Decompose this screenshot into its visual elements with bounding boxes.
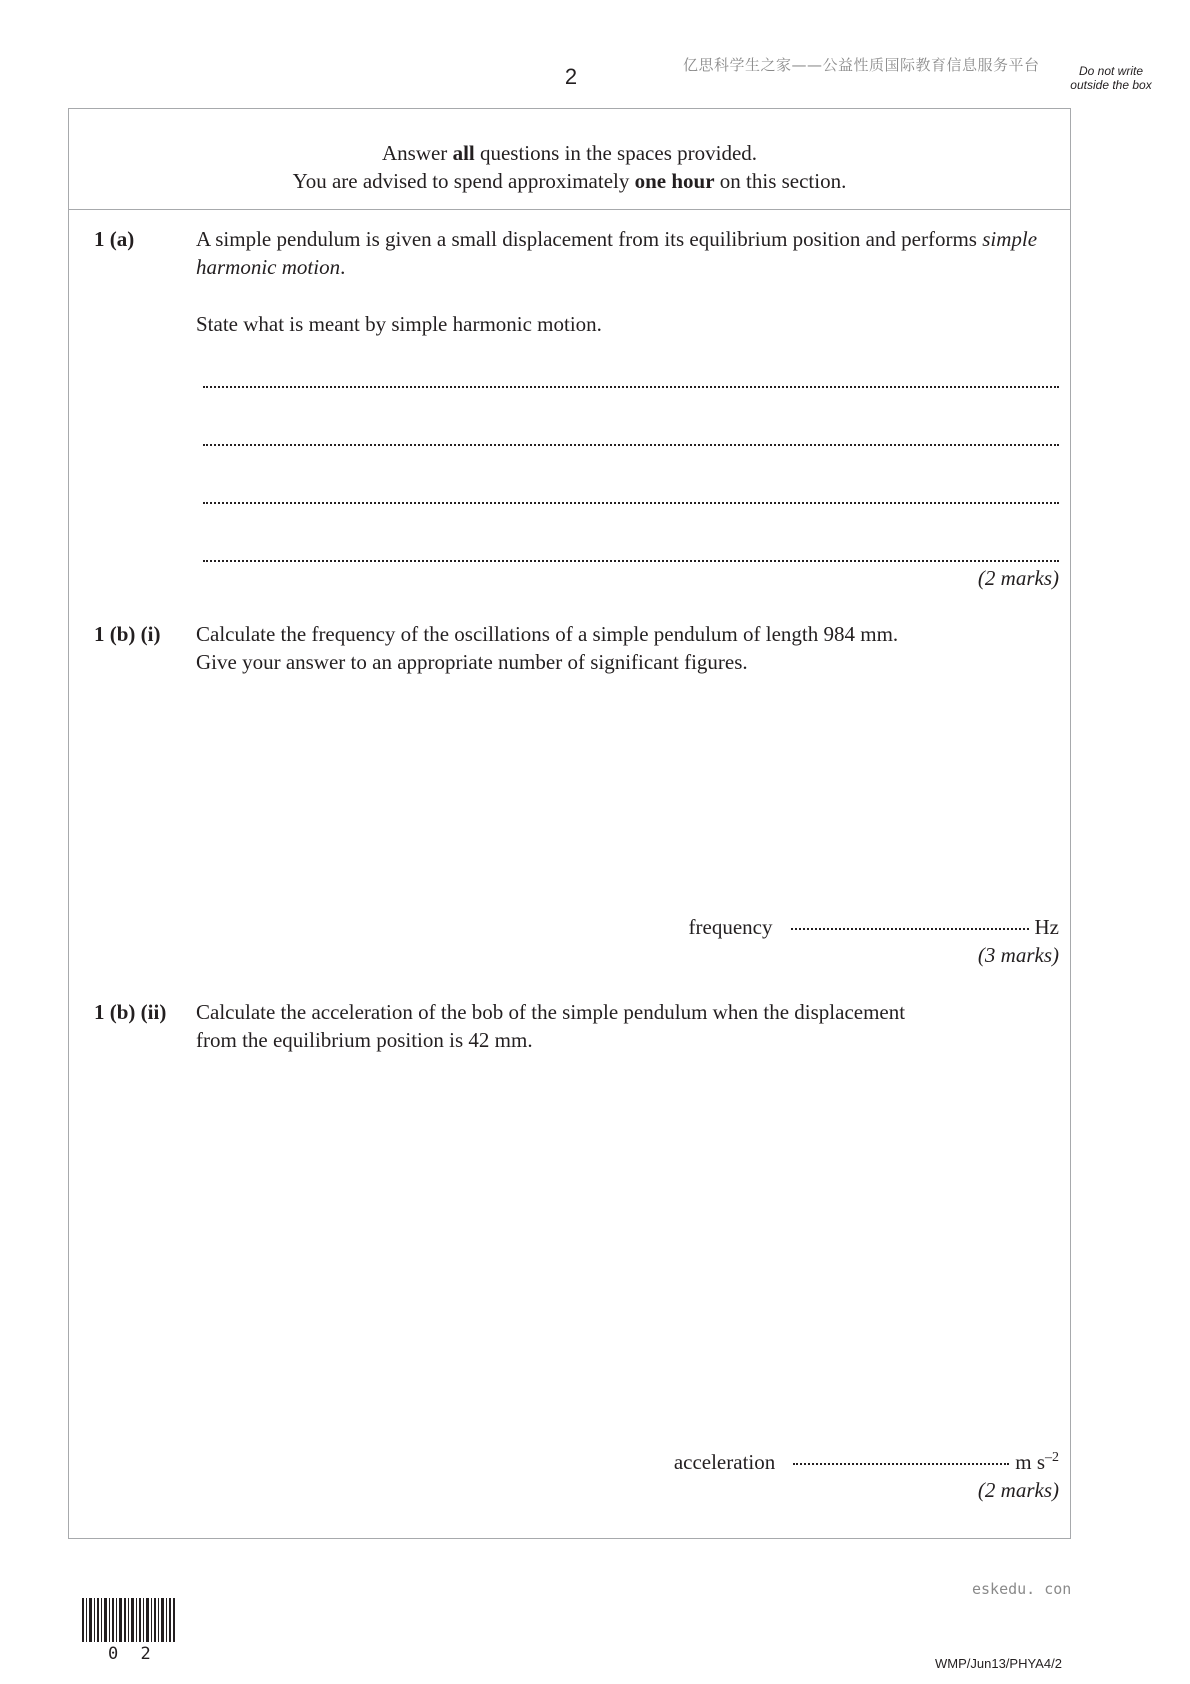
question-1a-prompt: State what is meant by simple harmonic motion. xyxy=(196,312,602,336)
frequency-unit: Hz xyxy=(1034,915,1059,939)
answer-line-1[interactable] xyxy=(203,386,1059,388)
marks-1bii: (2 marks) xyxy=(977,1478,1059,1502)
watermark-top: 亿思科学生之家——公益性质国际教育信息服务平台 xyxy=(683,56,1040,74)
question-1bii-line2: from the equilibrium position is 42 mm. xyxy=(196,1028,533,1052)
instructions-header xyxy=(69,109,1070,210)
acceleration-unit-base: m s xyxy=(1015,1450,1045,1474)
marks-1bi: (3 marks) xyxy=(977,943,1059,967)
acceleration-label: acceleration xyxy=(673,1450,776,1474)
barcode-icon xyxy=(82,1598,176,1642)
margin-note: Do not write outside the box xyxy=(1070,64,1152,92)
question-number-1bii: 1 (b) (ii) xyxy=(94,1000,167,1024)
barcode-digits: 0 2 xyxy=(108,1644,157,1664)
frequency-answer-row xyxy=(689,915,1059,940)
instruction-line-2 xyxy=(69,167,1070,195)
question-1bi-line2: Give your answer to an appropriate number of significant figures. xyxy=(196,650,748,674)
instruction-text: questions in the spaces provided. xyxy=(474,141,758,165)
answer-line-3[interactable] xyxy=(203,502,1059,504)
frequency-label: frequency xyxy=(688,915,773,939)
marks-1a: (2 marks) xyxy=(977,566,1059,590)
question-1a-term: simple harmonic motion xyxy=(196,227,1038,279)
instruction-emphasis: one hour xyxy=(634,169,715,193)
instruction-line-1 xyxy=(69,139,1070,167)
instruction-text: You are advised to spend approximately xyxy=(292,169,635,193)
acceleration-answer-row xyxy=(674,1450,1059,1475)
instruction-emphasis: all xyxy=(452,141,475,165)
acceleration-unit-exponent: –2 xyxy=(1045,1450,1059,1465)
question-1a-end: . xyxy=(340,255,346,279)
instruction-text: on this section. xyxy=(714,169,847,193)
instruction-text: Answer xyxy=(381,141,453,165)
question-1bii-line1: Calculate the acceleration of the bob of the simple pendulum when the displacement xyxy=(196,1000,906,1024)
question-number-1bi: 1 (b) (i) xyxy=(94,622,161,646)
answer-line-2[interactable] xyxy=(203,444,1059,446)
frequency-answer-field[interactable] xyxy=(791,928,1029,930)
answer-line-4[interactable] xyxy=(203,560,1059,562)
question-1a-body: A simple pendulum is given a small displacement from its equilibrium position and performs xyxy=(196,227,983,251)
question-1bi-line1: Calculate the frequency of the oscillations of a simple pendulum of length 984 mm. xyxy=(196,622,899,646)
question-1a-text xyxy=(196,225,1066,281)
page-number: 2 xyxy=(564,64,578,89)
watermark-bottom: eskedu. con xyxy=(972,1580,1072,1598)
acceleration-answer-field[interactable] xyxy=(793,1463,1009,1465)
question-number-1a: 1 (a) xyxy=(94,227,135,251)
acceleration-unit xyxy=(1015,1450,1059,1475)
footer-code: WMP/Jun13/PHYA4/2 xyxy=(935,1656,1062,1671)
